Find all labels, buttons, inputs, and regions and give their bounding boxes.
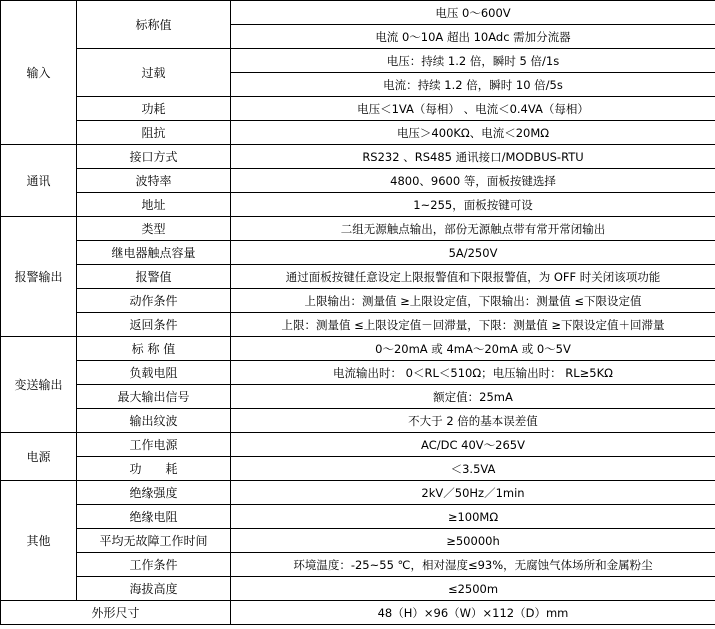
value-interface: RS232 、RS485 通讯接口/MODBUS-RTU [231,145,715,169]
table-row [1,97,715,121]
item-alarm-type: 类型 [77,217,231,241]
value-alarm-type: 二组无源触点输出，部份无源触点带有常开常闭输出 [231,217,715,241]
item-rated-value: 标称值 [77,1,231,49]
table-row [1,1,715,25]
table-row [1,121,715,145]
item-altitude: 海拔高度 [77,577,231,601]
table-row [1,577,715,601]
value-max-output: 额定值：25mA [231,385,715,409]
category-comm: 通讯 [1,145,77,217]
table-row [1,481,715,505]
item-max-output: 最大输出信号 [77,385,231,409]
item-relay-capacity: 继电器触点容量 [77,241,231,265]
category-other: 其他 [1,481,77,601]
item-supply-power: 功 耗 [77,457,231,481]
table-row [1,457,715,481]
item-environment: 工作条件 [77,553,231,577]
value-environment: 环境温度：-25~55 ℃，相对湿度≤93%，无腐蚀气体场所和金属粉尘 [231,553,715,577]
table-row [1,241,715,265]
item-interface: 接口方式 [77,145,231,169]
item-return-condition: 返回条件 [77,313,231,337]
value-rated-voltage: 电压 0～600V [231,1,715,25]
table-row [1,505,715,529]
value-supply-power: ＜3.5VA [231,457,715,481]
value-dimensions: 48（H）×96（W）×112（D）mm [231,601,715,625]
value-work-supply: AC/DC 40V～265V [231,433,715,457]
table-row [1,385,715,409]
table-row [1,217,715,241]
category-transmit: 变送输出 [1,337,77,433]
value-mtbf: ≥50000h [231,529,715,553]
table-row [1,265,715,289]
table-row [1,289,715,313]
value-insulation-resistance: ≥100MΩ [231,505,715,529]
table-row [1,553,715,577]
table-row [1,193,715,217]
value-altitude: ≤2500m [231,577,715,601]
value-address: 1~255，面板按键可设 [231,193,715,217]
table-row [1,313,715,337]
item-transmit-rated: 标 称 值 [77,337,231,361]
item-output-ripple: 输出纹波 [77,409,231,433]
category-supply: 电源 [1,433,77,481]
value-impedance: 电压＞400KΩ、电流＜20MΩ [231,121,715,145]
item-insulation-strength: 绝缘强度 [77,481,231,505]
item-alarm-value: 报警值 [77,265,231,289]
table-row [1,145,715,169]
value-rated-current: 电流 0～10A 超出 10Adc 需加分流器 [231,25,715,49]
item-overload: 过载 [77,49,231,97]
item-power-consumption: 功耗 [77,97,231,121]
value-output-ripple: 不大于 2 倍的基本误差值 [231,409,715,433]
value-baud: 4800、9600 等，面板按键选择 [231,169,715,193]
value-power-consumption: 电压＜1VA（每相） 、电流＜0.4VA（每相） [231,97,715,121]
item-baud: 波特率 [77,169,231,193]
value-relay-capacity: 5A/250V [231,241,715,265]
table-row [1,361,715,385]
value-overload-current: 电流：持续 1.2 倍，瞬时 10 倍/5s [231,73,715,97]
table-row [1,409,715,433]
item-work-supply: 工作电源 [77,433,231,457]
table-row [1,529,715,553]
table-row [1,433,715,457]
item-load-resistance: 负载电阻 [77,361,231,385]
table-row [1,601,715,625]
value-transmit-rated: 0～20mA 或 4mA～20mA 或 0～5V [231,337,715,361]
category-alarm: 报警输出 [1,217,77,337]
value-overload-voltage: 电压：持续 1.2 倍，瞬时 5 倍/1s [231,49,715,73]
table-row [1,169,715,193]
value-return-condition: 上限：测量值 ≤上限设定值－回滞量，下限：测量值 ≥下限设定值＋回滞量 [231,313,715,337]
item-address: 地址 [77,193,231,217]
value-alarm-value: 通过面板按键任意设定上限报警值和下限报警值，为 OFF 时关闭该项功能 [231,265,715,289]
item-dimensions: 外形尺寸 [1,601,231,625]
item-mtbf: 平均无故障工作时间 [77,529,231,553]
value-load-resistance: 电流输出时： 0＜RL＜510Ω；电压输出时： RL≥5KΩ [231,361,715,385]
table-row [1,49,715,73]
item-action-condition: 动作条件 [77,289,231,313]
value-action-condition: 上限输出：测量值 ≥上限设定值，下限输出：测量值 ≤下限设定值 [231,289,715,313]
table-row [1,337,715,361]
category-input: 输入 [1,1,77,145]
item-insulation-resistance: 绝缘电阻 [77,505,231,529]
value-insulation-strength: 2kV／50Hz／1min [231,481,715,505]
item-impedance: 阻抗 [77,121,231,145]
